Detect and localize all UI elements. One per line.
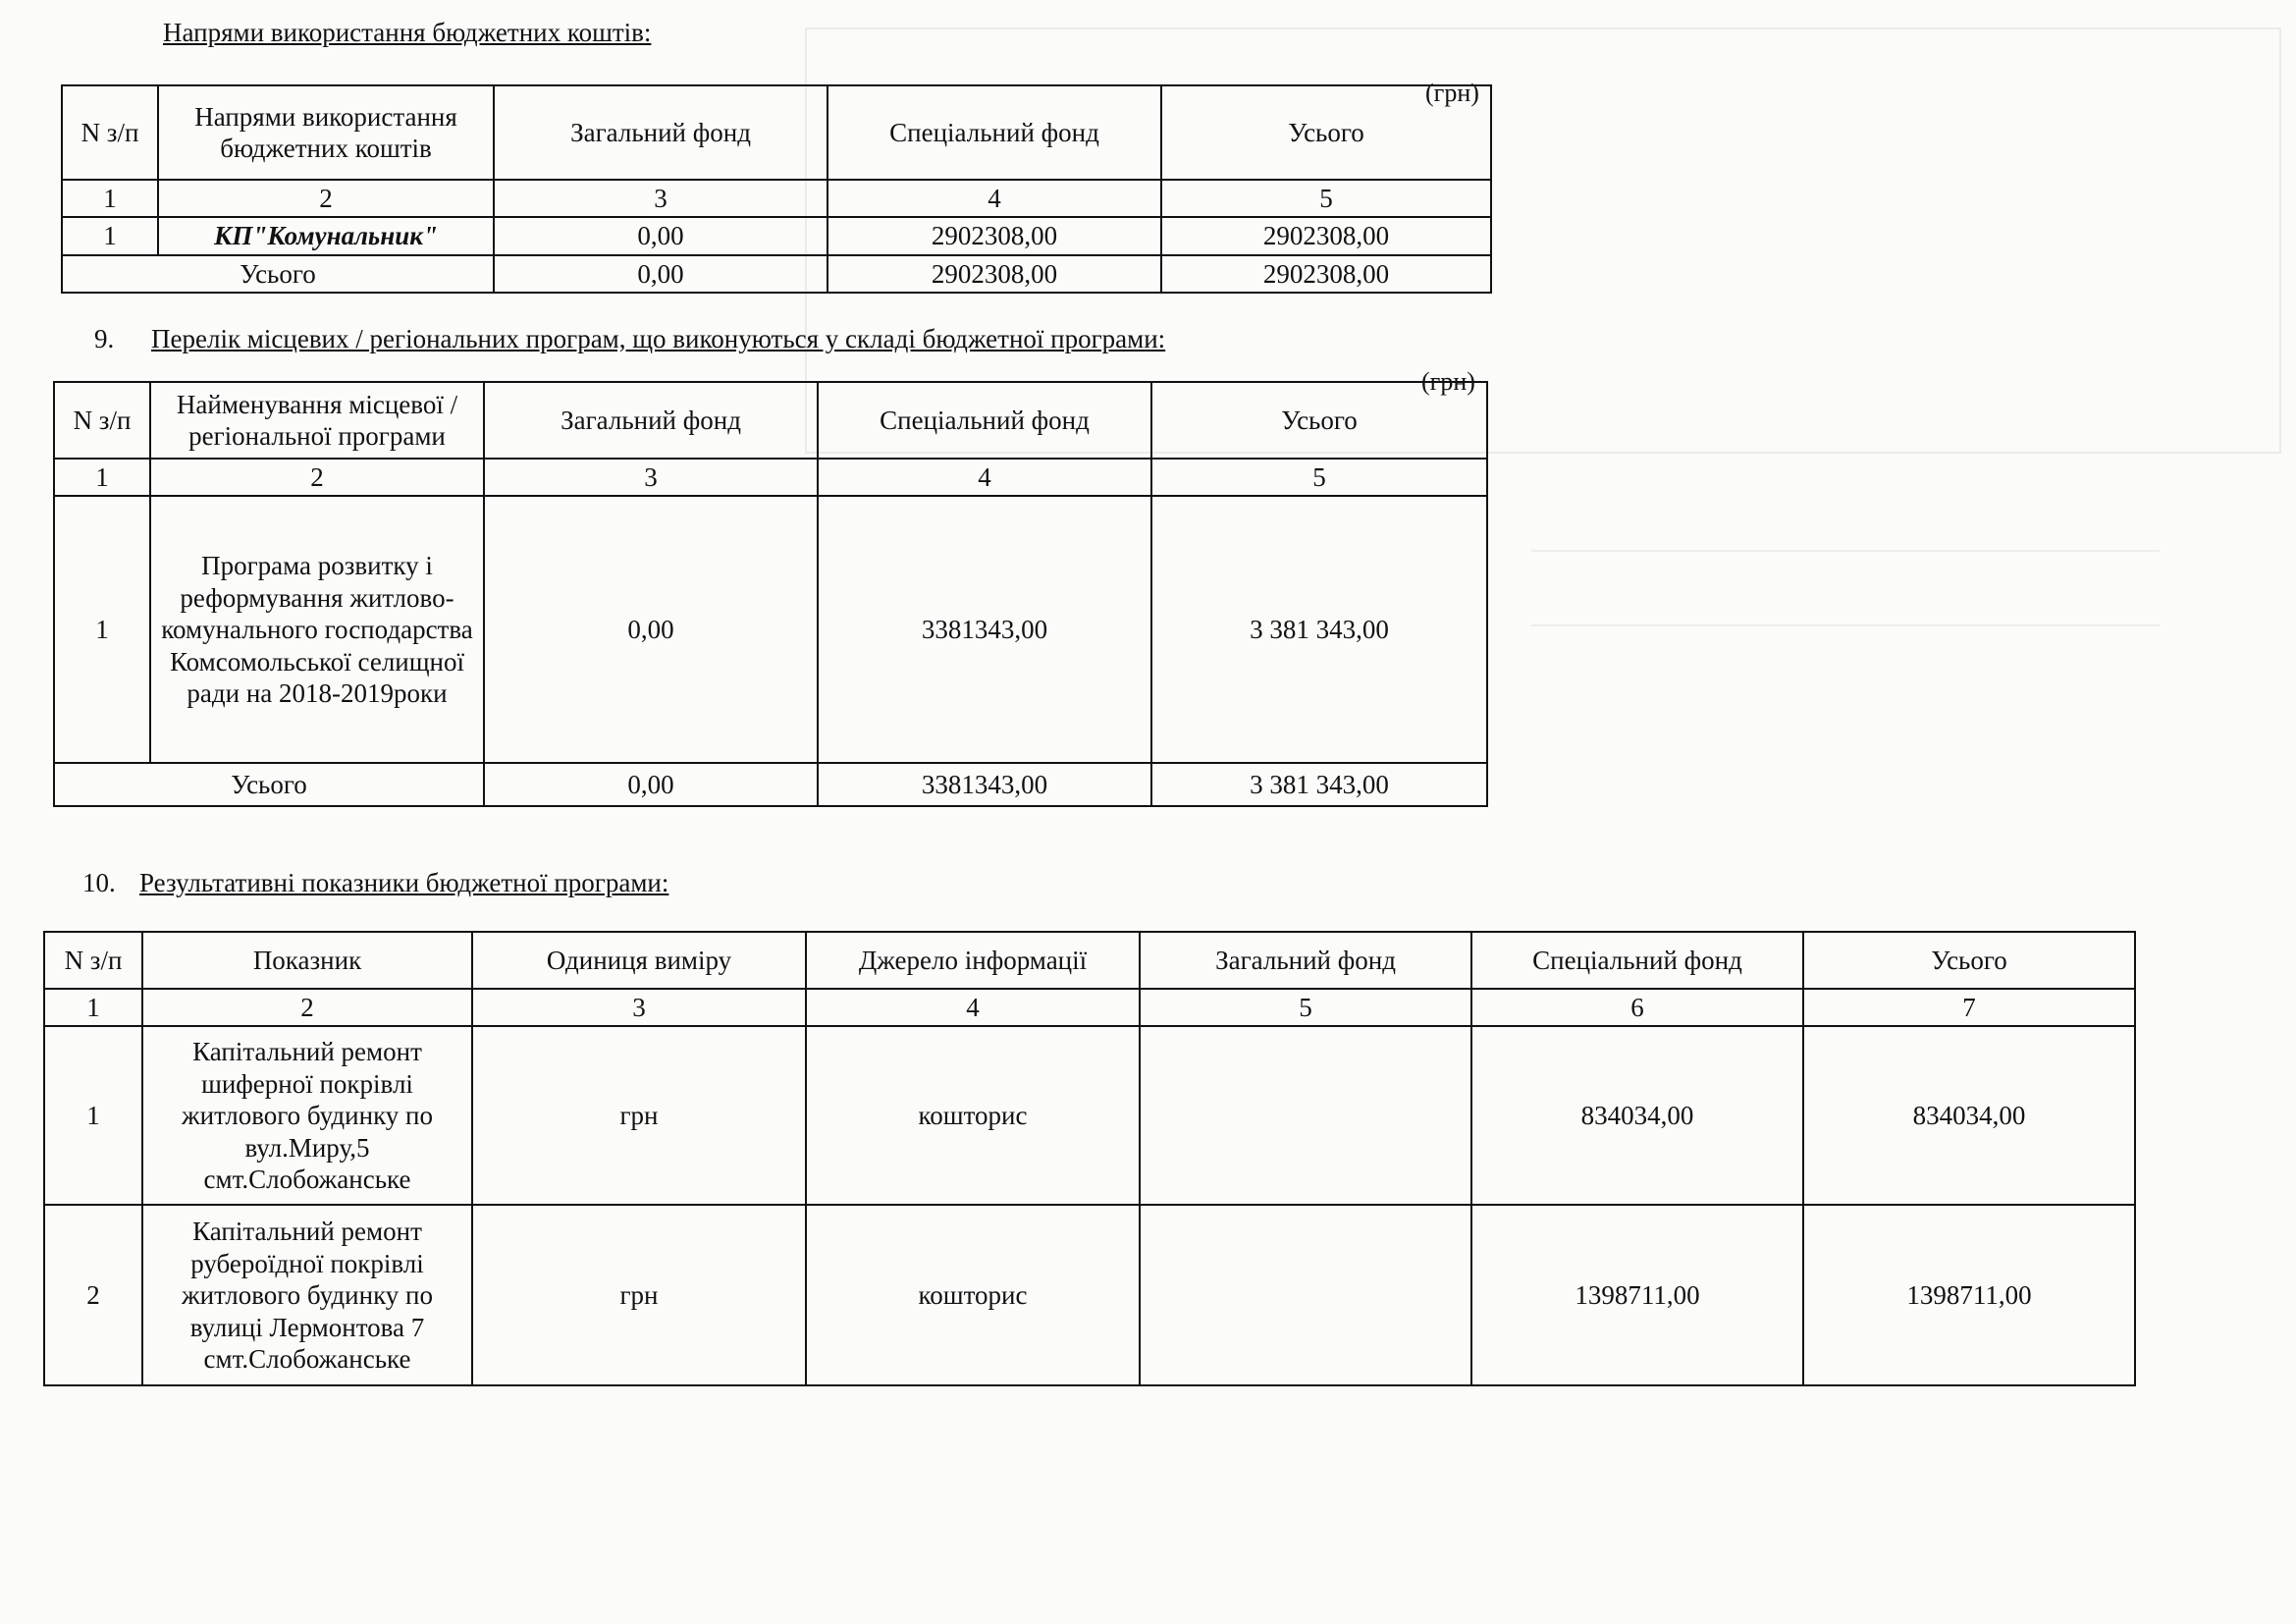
- special-fund-value: 1398711,00: [1471, 1205, 1803, 1385]
- grand-total: 3 381 343,00: [1151, 763, 1487, 806]
- total-row: [62, 255, 1491, 293]
- section10-heading: 10. Результативні показники бюджетної програми:: [82, 868, 669, 897]
- header-cell: N з/п: [62, 85, 158, 180]
- index-cell: 4: [828, 180, 1161, 217]
- programs-table: [53, 381, 1488, 807]
- general-fund-value: 0,00: [494, 217, 828, 254]
- section9-unit: (грн): [1421, 367, 1475, 396]
- index-cell: 4: [806, 989, 1140, 1026]
- table-row: [44, 1026, 2135, 1205]
- grand-total: 2902308,00: [1161, 255, 1491, 293]
- total-value: 834034,00: [1803, 1026, 2135, 1205]
- bleed-through-line: [1531, 624, 2160, 626]
- header-cell: Загальний фонд: [484, 382, 818, 459]
- total-value: 2902308,00: [1161, 217, 1491, 254]
- header-cell: Спеціальний фонд: [818, 382, 1151, 459]
- special-fund-value: 3381343,00: [818, 496, 1151, 763]
- special-fund-value: 834034,00: [1471, 1026, 1803, 1205]
- header-cell: Усього: [1161, 85, 1491, 180]
- header-cell: N з/п: [54, 382, 150, 459]
- bleed-through-line: [1531, 550, 2160, 552]
- row-number: 1: [54, 496, 150, 763]
- general-fund-total: 0,00: [484, 763, 818, 806]
- table-row: [62, 217, 1491, 254]
- general-fund-value: 0,00: [484, 496, 818, 763]
- section8-unit: (грн): [1425, 79, 1479, 107]
- general-fund-value: [1140, 1026, 1471, 1205]
- table-row: [44, 1205, 2135, 1385]
- general-fund-value: [1140, 1205, 1471, 1385]
- index-cell: 1: [62, 180, 158, 217]
- index-cell: 3: [484, 459, 818, 496]
- index-cell: 3: [494, 180, 828, 217]
- header-cell: Спеціальний фонд: [828, 85, 1161, 180]
- index-cell: 5: [1161, 180, 1491, 217]
- header-cell: Усього: [1151, 382, 1487, 459]
- header-cell: Спеціальний фонд: [1471, 932, 1803, 989]
- general-fund-total: 0,00: [494, 255, 828, 293]
- index-cell: 3: [472, 989, 806, 1026]
- row-number: 2: [44, 1205, 142, 1385]
- total-label: Усього: [54, 763, 484, 806]
- index-cell: 7: [1803, 989, 2135, 1026]
- total-value: 1398711,00: [1803, 1205, 2135, 1385]
- index-cell: 6: [1471, 989, 1803, 1026]
- index-cell: 5: [1151, 459, 1487, 496]
- index-cell: 2: [158, 180, 494, 217]
- row-number: 1: [62, 217, 158, 254]
- special-fund-total: 3381343,00: [818, 763, 1151, 806]
- total-row: [54, 763, 1487, 806]
- header-cell: Напрями використання бюджетних коштів: [158, 85, 494, 180]
- index-cell: 1: [54, 459, 150, 496]
- measure-unit: грн: [472, 1205, 806, 1385]
- header-cell: Одиниця виміру: [472, 932, 806, 989]
- section9-heading: 9. Перелік місцевих / регіональних програм, що виконуються у складі бюджетної програми:: [94, 324, 1166, 353]
- indicator-name: Капітальний ремонт шиферної покрівлі житлового будинку по вул.Миру,5 смт.Слобожанське: [142, 1026, 472, 1205]
- section8-heading: Напрями використання бюджетних коштів:: [163, 18, 652, 47]
- direction-name: КП"Комунальник": [158, 217, 494, 254]
- header-cell: Найменування місцевої / регіональної програми: [150, 382, 484, 459]
- directions-table: [61, 84, 1492, 294]
- special-fund-total: 2902308,00: [828, 255, 1161, 293]
- special-fund-value: 2902308,00: [828, 217, 1161, 254]
- indicators-table: [43, 931, 2136, 1386]
- info-source: кошторис: [806, 1026, 1140, 1205]
- index-cell: 2: [142, 989, 472, 1026]
- table-row: [54, 496, 1487, 763]
- header-cell: Джерело інформації: [806, 932, 1140, 989]
- index-cell: 4: [818, 459, 1151, 496]
- header-cell: Показник: [142, 932, 472, 989]
- index-cell: 1: [44, 989, 142, 1026]
- index-cell: 5: [1140, 989, 1471, 1026]
- header-cell: Усього: [1803, 932, 2135, 989]
- row-number: 1: [44, 1026, 142, 1205]
- info-source: кошторис: [806, 1205, 1140, 1385]
- indicator-name: Капітальний ремонт рубероїдної покрівлі житлового будинку по вулиці Лермонтова 7 смт.Слобожанське: [142, 1205, 472, 1385]
- header-cell: N з/п: [44, 932, 142, 989]
- index-cell: 2: [150, 459, 484, 496]
- measure-unit: грн: [472, 1026, 806, 1205]
- total-value: 3 381 343,00: [1151, 496, 1487, 763]
- total-label: Усього: [62, 255, 494, 293]
- header-cell: Загальний фонд: [1140, 932, 1471, 989]
- program-name: Програма розвитку і реформування житлово-комунального господарства Комсомольської селищної ради на 2018-2019роки: [150, 496, 484, 763]
- header-cell: Загальний фонд: [494, 85, 828, 180]
